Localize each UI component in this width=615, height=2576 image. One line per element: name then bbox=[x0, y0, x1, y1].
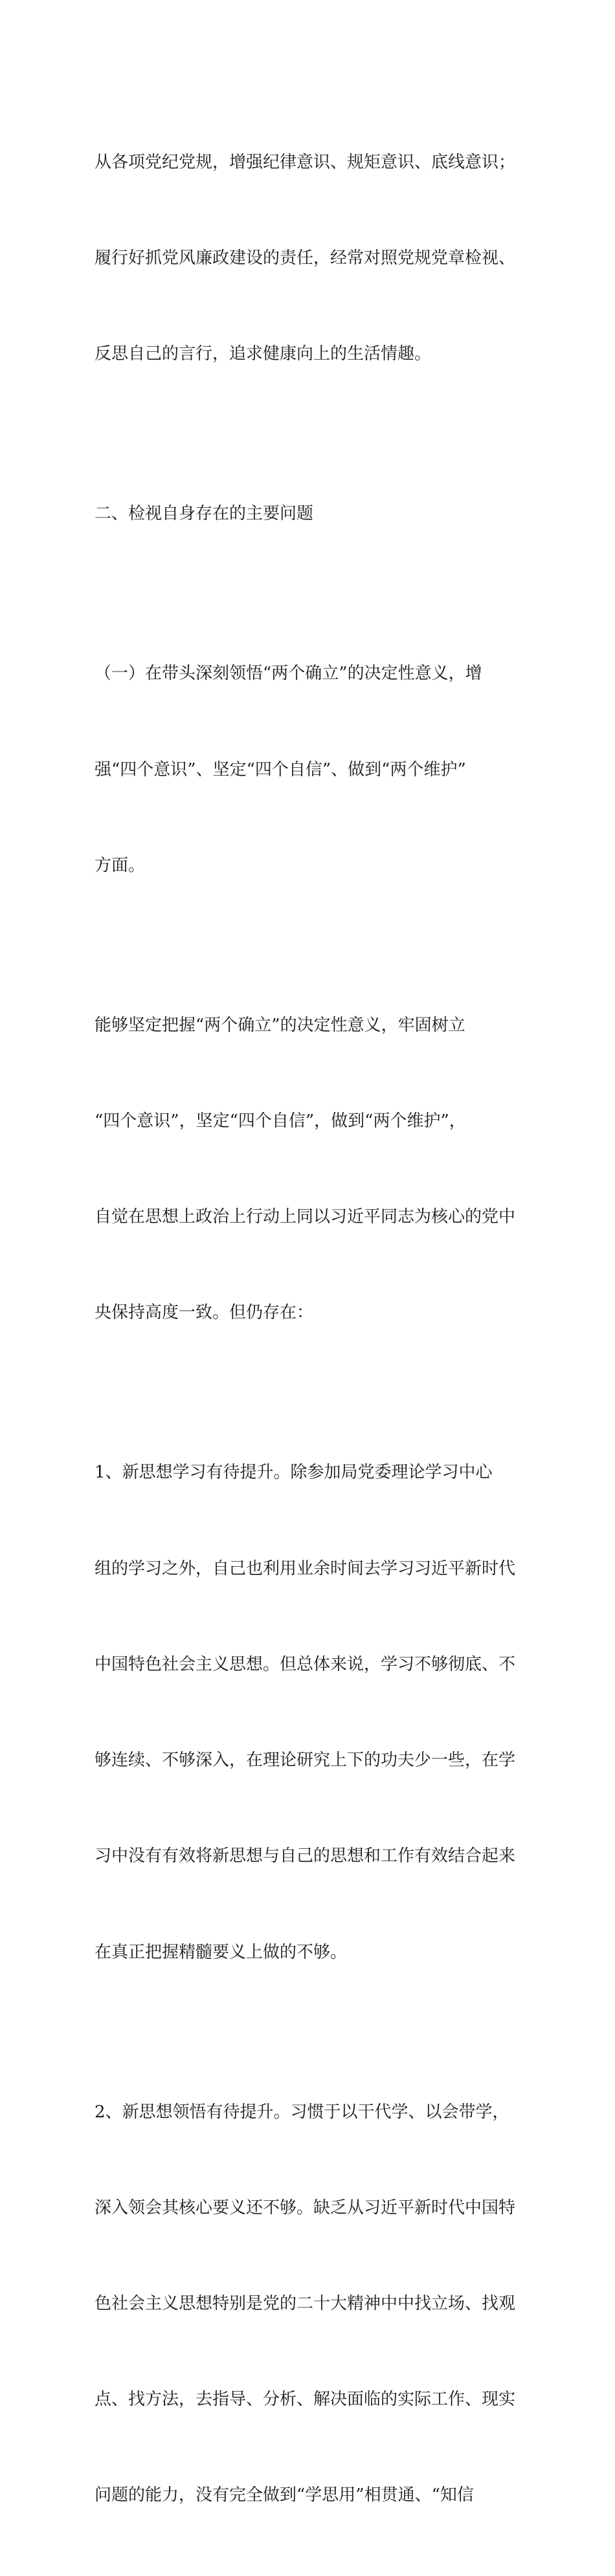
text-line: 履行好抓党风廉政建设的责任，经常对照党规党章检视、 bbox=[95, 248, 516, 268]
text-line: 够连续、不够深入，在理论研究上下的功夫少一些，在学 bbox=[95, 1751, 516, 1771]
text-line: 能够坚定把握“两个确立”的决定性意义，牢固树立 bbox=[95, 1015, 465, 1035]
text-line: “四个意识”，坚定“四个自信”，做到“两个维护”， bbox=[95, 1111, 466, 1131]
text-line: 深入领会其核心要义还不够。缺乏从习近平新时代中国特 bbox=[95, 2198, 516, 2218]
paragraph-item-1-study bbox=[95, 1393, 541, 2033]
text-line: 习中没有有效将新思想与自己的思想和工作有效结合起来 bbox=[95, 1846, 516, 1866]
text-line: 强“四个意识”、坚定“四个自信”、做到“两个维护” bbox=[95, 759, 466, 780]
text-line: 央保持高度一致。但仍存在： bbox=[95, 1303, 314, 1323]
text-line: 组的学习之外，自己也利用业余时间去学习习近平新时代 bbox=[95, 1558, 516, 1578]
text-line: 方面。 bbox=[95, 855, 146, 875]
text-line: （一）在带头深刻领悟“两个确立”的决定性意义，增 bbox=[95, 664, 482, 684]
text-line: 反思自己的言行，追求健康向上的生活情趣。 bbox=[95, 344, 432, 364]
text-line: 问题的能力，没有完全做到“学思用”相贯通、“知信 bbox=[95, 2485, 474, 2505]
paragraph-two-establishments bbox=[95, 946, 541, 1393]
text-line: 在真正把握精髓要义上做的不够。 bbox=[95, 1942, 348, 1962]
text-line: 色社会主义思想特别是党的二十大精神中中找立场、找观 bbox=[95, 2294, 516, 2314]
text-line: 中国特色社会主义思想。但总体来说，学习不够彻底、不 bbox=[95, 1654, 516, 1674]
paragraph-party-discipline bbox=[95, 83, 541, 434]
paragraph-item-2-comprehension bbox=[95, 2033, 541, 2576]
document-body bbox=[95, 83, 541, 2576]
subsection-heading-one bbox=[95, 595, 541, 946]
section-heading-main-problems bbox=[95, 434, 541, 594]
text-line: 二、检视自身存在的主要问题 bbox=[95, 504, 314, 524]
text-line: 自觉在思想上政治上行动上同以习近平同志为核心的党中 bbox=[95, 1207, 516, 1227]
text-line: 从各项党纪党规，增强纪律意识、规矩意识、底线意识； bbox=[95, 152, 516, 172]
text-line: 1、新思想学习有待提升。除参加局党委理论学习中心 bbox=[95, 1463, 493, 1483]
text-line: 点、找方法，去指导、分析、解决面临的实际工作、现实 bbox=[95, 2390, 516, 2410]
text-line: 2、新思想领悟有待提升。习惯于以干代学、以会带学， bbox=[95, 2102, 509, 2122]
